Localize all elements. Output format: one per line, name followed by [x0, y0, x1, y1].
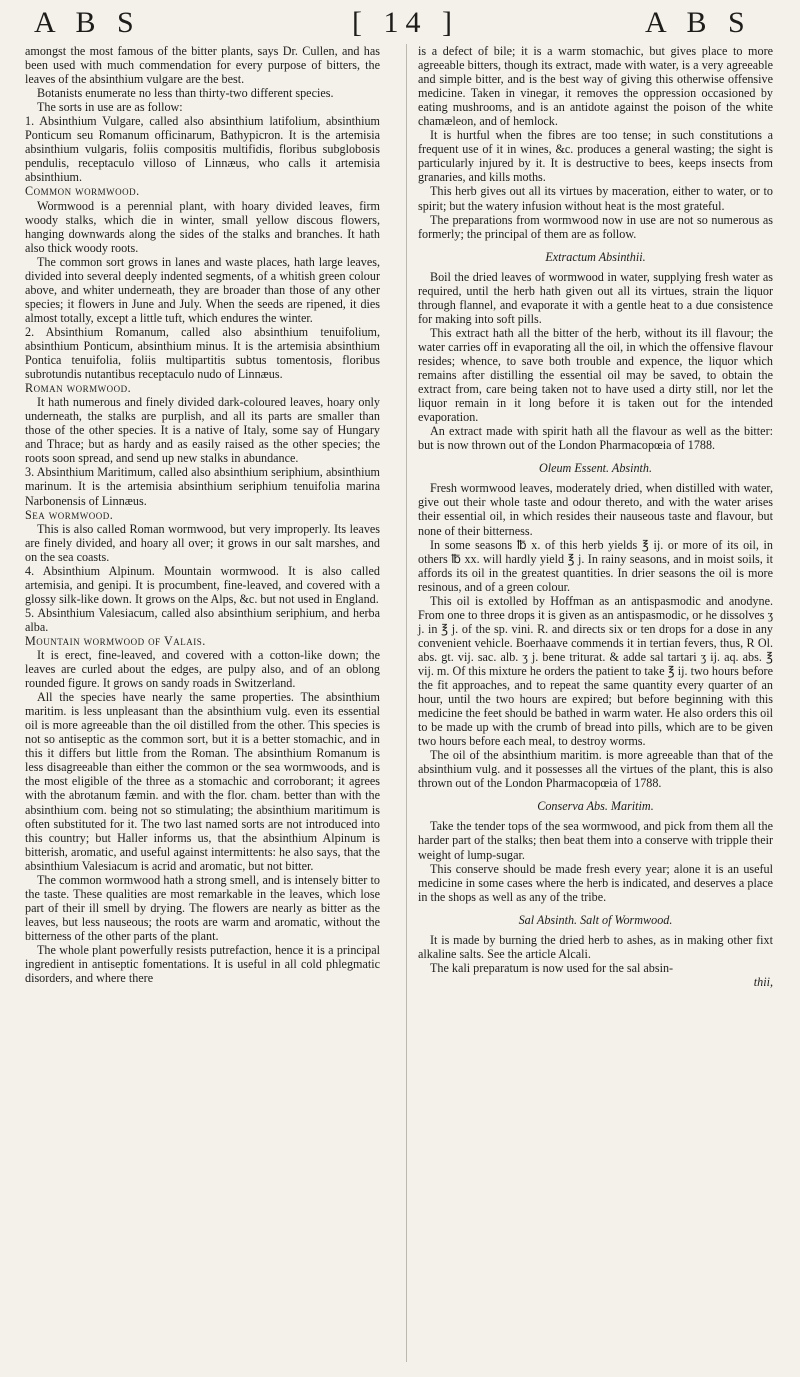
- paragraph: The oil of the absinthium maritim. is more agreeable than that of the absinthium vulg. and it possesses all the virtues of the plant, this is also thrown out of the London Pharmacopœia of 1788.: [418, 748, 773, 791]
- left-column: [25, 44, 380, 985]
- section-heading: Common wormwood.: [25, 184, 140, 199]
- preparation-heading: Conserva Abs. Maritim.: [537, 799, 654, 814]
- section-heading: Mountain wormwood of Valais.: [25, 633, 206, 648]
- header-left: A B S: [34, 6, 141, 39]
- right-column: [418, 44, 773, 989]
- numbered-species-entry: 1. Absinthium Vulgare, called also absinthium latifolium, absinthium Ponticum seu Romanum officinarum, Bathypicron. It is the artemisia absinthium vulgaris, foliis compositis multifidis, floribus subglobosis pendulis, receptaculo villoso of Linnæus, who calls it artemisia absinthium.: [25, 114, 380, 185]
- paragraph: Fresh wormwood leaves, moderately dried, when distilled with water, give out their whole taste and odour thereto, and with the water arises their essential oil, in which resides their nauseous taste and flavour, but none of their bitterness.: [418, 481, 773, 538]
- paragraph: Take the tender tops of the sea wormwood, and pick from them all the harder part of the stalks; then beat them into a conserve with tripple their weight of lump-sugar.: [418, 819, 773, 862]
- paragraph: The whole plant powerfully resists putrefaction, hence it is a principal ingredient in antiseptic fomentations. It is useful in all cold phlegmatic disorders, and where there: [25, 943, 380, 986]
- column-divider: [406, 44, 407, 1362]
- paragraph: The sorts in use are as follow:: [37, 100, 183, 115]
- paragraph: is a defect of bile; it is a warm stomachic, but gives place to more agreeable bitters, though its extract, made with water, is a very agreeable and simple bitter, and is the best way of giving this otherwise offensive medicine. Taken in vinegar, it removes the oppression occasioned by eating mushrooms, and is an antidote against the poison of the white chamæleon, and of hemlock.: [418, 44, 773, 129]
- paragraph: The common sort grows in lanes and waste places, hath large leaves, divided into several deeply indented segments, of a whitish green colour above, and whiter underneath, they are broader than those of any other species; it flowers in June and July. When the seeds are ripened, it dies almost totally, except a little tuft, which endures the winter.: [25, 254, 380, 325]
- paragraph: All the species have nearly the same properties. The absinthium maritim. is less unpleasant than the absinthium vulg. even its essential oil is more agreeable than the oil distilled from the other. This species is not so antiseptic as the common sort, but it is a better stomachic, and in this it differs but little from the Roman. The absinthium Romanum is less disagreeable than either the common or the sea wormwoods, and is the most eligible of the three as a stomachic and corroborant; it agrees with the abrotanum fæmin. and with the flor. cham. better than with the absinthium com. being not so stimulating; the absinthium maritimum is often substituted for it. The two last named sorts are not introduced into this country; but Haller informs us, that the absinthium Alpinum is bitterish, aromatic, and useful against intermittents: he also says, that the absinthium Valesiacum is acrid and aromatic, but not bitter.: [25, 690, 380, 873]
- paragraph: Boil the dried leaves of wormwood in water, supplying fresh water as required, until the herb hath given out all its virtues, strain the liquor through flannel, and evaporate it with a gentle heat to a due consistence for making into soft pills.: [418, 269, 773, 326]
- numbered-species-entry: 5. Absinthium Valesiacum, called also absinthium seriphium, and herba alba.: [25, 605, 380, 634]
- paragraph: It is hurtful when the fibres are too tense; in such constitutions a frequent use of it in wines, &c. produces a general wasting; the sight is particularly injured by it. It is destructive to bees, keeps insects from granaries, and kills moths.: [418, 128, 773, 185]
- paragraph: This conserve should be made fresh every year; alone it is an useful medicine in some cases where the herb is indicated, and deserves a place in the shops as well as any of the tribe.: [418, 861, 773, 904]
- preparation-heading: Extractum Absinthii.: [545, 249, 646, 264]
- paragraph: In some seasons ℔ x. of this herb yields ℥ ij. or more of its oil, in others ℔ xx. will hardly yield ℥ j. In rainy seasons, and in moist soils, it affords its oil in the greatest quantities. In drier seasons the oil is more resinous, and of a green colour.: [418, 537, 773, 594]
- preparation-heading: Sal Absinth. Salt of Wormwood.: [518, 912, 673, 927]
- paragraph: The preparations from wormwood now in use are not so numerous as formerly; the principal of them are as follow.: [418, 212, 773, 241]
- numbered-species-entry: 4. Absinthium Alpinum. Mountain wormwood. It is also called artemisia, and genipi. It is procumbent, fine-leaved, and covered with a glossy silk-like down. It grows on the Alps, &c. but not used in England.: [25, 563, 380, 606]
- header-right: A B S: [645, 6, 752, 39]
- paragraph: An extract made with spirit hath all the flavour as well as the bitter: but is now thrown out of the London Pharmacopœia of 1788.: [418, 424, 773, 453]
- paragraph: Wormwood is a perennial plant, with hoary divided leaves, firm woody stalks, which die in winter, small yellow discous flowers, hanging downwards along the sides of the stalks and branches. It hath also thick woody roots.: [25, 198, 380, 255]
- section-heading: Sea wormwood.: [25, 507, 114, 522]
- paragraph: amongst the most famous of the bitter plants, says Dr. Cullen, and has been used with much commendation for every purpose of bitters, the leaves of the absinthium vulgare are the best.: [25, 44, 380, 87]
- paragraph: The common wormwood hath a strong smell, and is intensely bitter to the taste. These qualities are most remarkable in the leaves, which lose part of their ill smell by drying. The flowers are nearly as bitter as the leaves, but less nauseous; the roots are warm and aromatic, without the bitterness of the other parts of the plant.: [25, 872, 380, 943]
- running-header: [0, 6, 800, 46]
- paragraph: This is also called Roman wormwood, but very improperly. Its leaves are finely divided, and hoary all over; it grows in our salt marshes, and on the sea coasts.: [25, 521, 380, 564]
- paragraph: This extract hath all the bitter of the herb, without its ill flavour; the water carries off in evaporating all the oil, in which the offensive flavour resides; whence, to save both trouble and expence, the liquor which remains after distilling the essential oil may be saved, to obtain the extract from, care being taken not to have used a dirty still, nor let the liquor remain in it long before it is taken out for the intended evaporation.: [418, 325, 773, 425]
- page-number: [ 14 ]: [352, 6, 459, 39]
- preparation-heading: Oleum Essent. Absinth.: [538, 461, 653, 476]
- paragraph: The kali preparatum is now used for the sal absin-: [430, 960, 674, 975]
- catchword: thii,: [753, 974, 773, 989]
- paragraph: This herb gives out all its virtues by maceration, either to water, or to spirit; but the watery infusion without heat is the most grateful.: [418, 184, 773, 213]
- paragraph: It is made by burning the dried herb to ashes, as in making other fixt alkaline salts. See the article Alcali.: [418, 932, 773, 961]
- paragraph: Botanists enumerate no less than thirty-two different species.: [37, 86, 334, 101]
- numbered-species-entry: 3. Absinthium Maritimum, called also absinthium seriphium, absinthium marinum. It is the artemisia absinthium seriphium tenuifolia marina Narbonensis of Linnæus.: [25, 465, 380, 508]
- paragraph: It hath numerous and finely divided dark-coloured leaves, hoary only underneath, the stalks are purplish, and all its parts are smaller than those of the other species. It is a native of Italy, some say of Hungary and Thrace; but as hardy and as easily raised as the other species; the roots soon spread, and send up new stalks in abundance.: [25, 395, 380, 466]
- paragraph: This oil is extolled by Hoffman as an antispasmodic and anodyne. From one to three drops it is given as an antispasmodic, or he dissolves ʒ j. in ℥ j. of the sp. vini. R. and directs six or ten drops for a dose in any convenient vehicle. Boerhaave commends it in tertian fevers, thus, R Ol. abs. gt. vij. sac. alb. ʒ j. bene triturat. & adde sal tartari ʒ ij. aq. abs. ℥ vij. m. Of this mixture he orders the patient to take ℥ ij. two hours before the fit approaches, and to repeat the same quantity every quarter of an hour, until the two hours are expired; but before beginning with this medicine the feet should be bathed in warm water. He also orders this oil to be made up with the crumb of bread into pills, which are to be given two hours before each meal, to destroy worms.: [418, 593, 773, 749]
- numbered-species-entry: 2. Absinthium Romanum, called also absinthium tenuifolium, absinthium Ponticum, absinthium minus. It is the artemisia absinthium Pontica tenuifolia, foliis multipartitis subtus tomentosis, floribus subrotundis nutantibus receptaculo nudo of Linnæus.: [25, 324, 380, 382]
- section-heading: Roman wormwood.: [25, 381, 132, 396]
- paragraph: It is erect, fine-leaved, and covered with a cotton-like down; the leaves are curled about the edges, are pulpy also, and of an oblong rounded figure. It grows on sandy roads in Switzerland.: [25, 648, 380, 691]
